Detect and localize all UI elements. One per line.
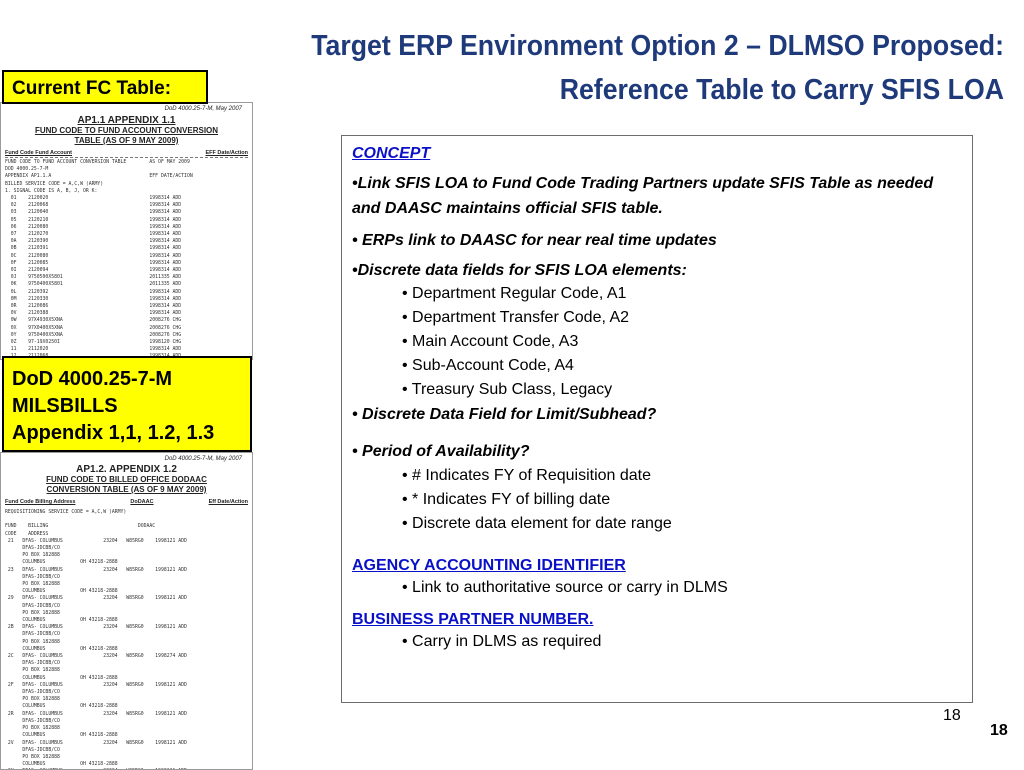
table-line: COLUMBUS OH 43218-2888 [5, 560, 118, 566]
period-item: • Discrete data element for date range [402, 515, 672, 532]
concept-heading: CONCEPT [352, 145, 431, 162]
table-line: DFAS-JDCBB/CO [5, 574, 60, 580]
table-line: 0I 2120094 1998314 ADD [5, 268, 182, 274]
table-line: 0X 97X0400X5XNA 2008276 CHG [5, 325, 182, 331]
discrete-field-item: • Sub-Account Code, A4 [402, 357, 574, 374]
concept-item-period: • Period of Availability? [352, 443, 530, 460]
fund-code-conversion-table-image [0, 102, 253, 360]
discrete-field-item: • Treasury Sub Class, Legacy [402, 381, 613, 398]
dod-callout-line1: DoD 4000.25-7-M [12, 368, 173, 390]
agency-accounting-identifier-item: • Link to authoritative source or carry in DLMS [402, 579, 728, 596]
table-line: PO BOX 182888 [5, 668, 60, 674]
table-line: 2V DFAS- COLUMBUS 23204 W85RG0 1998121 ADD [5, 740, 187, 746]
table-line: DFAS-JDCBB/CO [5, 603, 60, 609]
doc-header: DoD 4000.25-7-M, May 2007 [164, 106, 242, 112]
discrete-field-item: • Main Account Code, A3 [402, 333, 579, 350]
table-line: 1. SIGNAL CODE IS A, B, J, OR K: [5, 188, 98, 194]
table-line: 02 2120068 1998314 ADD [5, 203, 182, 209]
table-line: 0C 2120080 1998314 ADD [5, 253, 182, 259]
column-headers [1, 150, 252, 156]
table-line: 2C DFAS- COLUMBUS 23204 W85RG0 1998274 ADD [5, 654, 187, 660]
slide-title-line1: Target ERP Environment Option 2 – DLMSO Proposed: [311, 30, 1005, 62]
table-line: 0R 2120086 1998314 ADD [5, 304, 182, 310]
table-line: COLUMBUS OH 43218-2888 [5, 762, 118, 768]
concept-item-erps: • ERPs link to DAASC for near real time updates [352, 232, 717, 249]
table-line [1, 516, 252, 523]
table-line: COLUMBUS OH 43218-2888 [5, 589, 118, 595]
table-line: 23 DFAS- COLUMBUS 23204 W85RG0 1998121 ADD [5, 567, 187, 573]
table-line: PO BOX 182888 [5, 754, 60, 760]
table-line: CODE ADDRESS [5, 531, 49, 537]
column-header-left: Fund Code Fund Account [5, 150, 73, 156]
table-line: PO BOX 182888 [5, 610, 60, 616]
column-header-a: Fund Code Billing Address [5, 499, 76, 505]
table-line: DFAS-JDCBB/CO [5, 632, 60, 638]
table-line: 21 DFAS- COLUMBUS 23204 W85RG0 1998121 ADD [5, 538, 187, 544]
table-line: DOD 4000.25-7-M [5, 167, 49, 173]
table-line: 0Y 9750400X5XNA 2008276 CHG [5, 332, 182, 338]
table-line: DFAS-JDCBB/CO [5, 747, 60, 753]
dod-callout-line3: Appendix 1,1, 1.2, 1.3 [12, 422, 215, 444]
appendix-title: AP1.1 APPENDIX 1.1 [77, 115, 176, 126]
table-line: 0F 2120085 1998314 ADD [5, 260, 182, 266]
table-line: COLUMBUS OH 43218-2888 [5, 646, 118, 652]
table-line: FUND CODE TO FUND ACCOUNT CONVERSION TABLE AS OF MAY 2009 [5, 160, 190, 165]
slide-title [305, 24, 1004, 112]
business-partner-number-item: • Carry in DLMS as required [402, 633, 602, 650]
table-line: 29 DFAS- COLUMBUS 23204 W85RG0 1998121 ADD [5, 596, 187, 602]
business-partner-number-heading: BUSINESS PARTNER NUMBER. [352, 611, 594, 628]
table-line: 0A 2120390 1998314 ADD [5, 239, 182, 245]
table-line: BILLED SERVICE CODE = A,C,W (ARMY) [5, 181, 104, 187]
appendix-subtitle-2: TABLE (AS OF 9 MAY 2009) [74, 136, 179, 145]
table-line: COLUMBUS OH 43218-2888 [5, 675, 118, 681]
table-line: 07 2120270 1998314 ADD [5, 232, 182, 238]
agency-accounting-identifier-heading: AGENCY ACCOUNTING IDENTIFIER [352, 557, 626, 574]
table-line: 03 2120040 1998314 ADD [5, 210, 182, 216]
billed-office-dodaac-table-image [0, 452, 253, 770]
current-fc-table-callout: Current FC Table: [2, 70, 208, 104]
dod-callout-line2: MILSBILLS [12, 395, 118, 417]
period-item: • # Indicates FY of Requisition date [402, 467, 652, 484]
table-line: 0L 2120392 1998314 ADD [5, 289, 182, 295]
spacer [352, 536, 962, 556]
table-line: 0M 2120330 1998314 ADD [5, 296, 182, 302]
page-number-outer: 18 [990, 722, 1008, 739]
table-line: 0V 2120388 1998314 ADD [5, 311, 182, 317]
appendix-subtitle-1: FUND CODE TO FUND ACCOUNT CONVERSION [34, 126, 219, 135]
table-line: 0Z 97-19X0250I 1998120 CHG [5, 340, 182, 346]
period-list [352, 464, 962, 536]
appendix-subtitle-2: CONVERSION TABLE (AS OF 9 MAY 2009) [46, 485, 207, 494]
discrete-field-item: • Department Regular Code, A1 [402, 285, 627, 302]
table-line: PO BOX 182888 [5, 553, 60, 559]
concept-box [341, 135, 973, 703]
table-lines [1, 509, 252, 770]
table-line: 0K 9750400X5801 2011335 ADD [5, 282, 182, 288]
slide-title-line2: Reference Table to Carry SFIS LOA [559, 74, 1004, 106]
table-line: COLUMBUS OH 43218-2888 [5, 704, 118, 710]
table-line: 2B DFAS- COLUMBUS 23204 W85RG0 1998121 ADD [5, 625, 187, 631]
table-line: 05 2120210 1998314 ADD [5, 217, 182, 223]
table-line: DFAS-JDCBB/CO [5, 661, 60, 667]
table-line: PO BOX 182888 [5, 697, 60, 703]
concept-item-discrete-fields: •Discrete data fields for SFIS LOA elements: [352, 262, 687, 279]
table-line: COLUMBUS OH 43218-2888 [5, 618, 118, 624]
table-line: PO BOX 182888 [5, 726, 60, 732]
discrete-field-item: • Department Transfer Code, A2 [402, 309, 630, 326]
table-line: DFAS-JDCBB/CO [5, 690, 60, 696]
doc-header: DoD 4000.25-7-M, May 2007 [164, 456, 242, 462]
table-line: 0W 97X4930X5XNA 2008276 CHG [5, 318, 182, 324]
column-headers [1, 499, 252, 505]
column-header-right: EFF Date/Action [205, 150, 248, 156]
column-header-b: DoDAAC [130, 499, 154, 505]
concept-item-limit-subhead: • Discrete Data Field for Limit/Subhead? [352, 406, 657, 423]
table-line: DFAS-JDCBB/CO [5, 718, 60, 724]
table-line: REQUISITIONING SERVICE CODE = A,C,W (ARMY) [5, 510, 127, 515]
table-line: DFAS-JDCBB/CO [5, 546, 60, 552]
column-header-c: Eff Date/Action [208, 499, 248, 505]
appendix-title: AP1.2. APPENDIX 1.2 [76, 464, 177, 475]
table-lines [1, 159, 252, 360]
dod-reference-callout [2, 356, 252, 452]
concept-item-link-sfis: •Link SFIS LOA to Fund Code Trading Partners update SFIS Table as needed and DAASC maintains official SFIS table. [352, 175, 934, 217]
page-number-inner: 18 [943, 707, 961, 724]
discrete-fields-list [352, 282, 962, 402]
table-line: 06 2120080 1998314 ADD [5, 224, 182, 230]
table-line: 0J 9750500X5801 2011335 ADD [5, 275, 182, 281]
divider [5, 157, 248, 158]
table-line: 0B 2120391 1998314 ADD [5, 246, 182, 252]
table-line: 01 2120020 1998314 ADD [5, 196, 182, 202]
table-line: 11 2112020 1998314 ADD [5, 347, 182, 353]
table-line: PO BOX 182888 [5, 639, 60, 645]
table-line: FUND BILLING DODAAC [5, 524, 156, 530]
table-line: APPENDIX AP1.1.A EFF DATE/ACTION [5, 174, 193, 180]
table-line: 2F DFAS- COLUMBUS 23204 W85RG0 1998121 ADD [5, 682, 187, 688]
table-line: 2R DFAS- COLUMBUS 23204 W85RG0 1998121 ADD [5, 711, 187, 717]
table-line: COLUMBUS OH 43218-2888 [5, 733, 118, 739]
table-line: PO BOX 182888 [5, 582, 60, 588]
appendix-subtitle-1: FUND CODE TO BILLED OFFICE DODAAC [46, 475, 207, 484]
period-item: • * Indicates FY of billing date [402, 491, 611, 508]
